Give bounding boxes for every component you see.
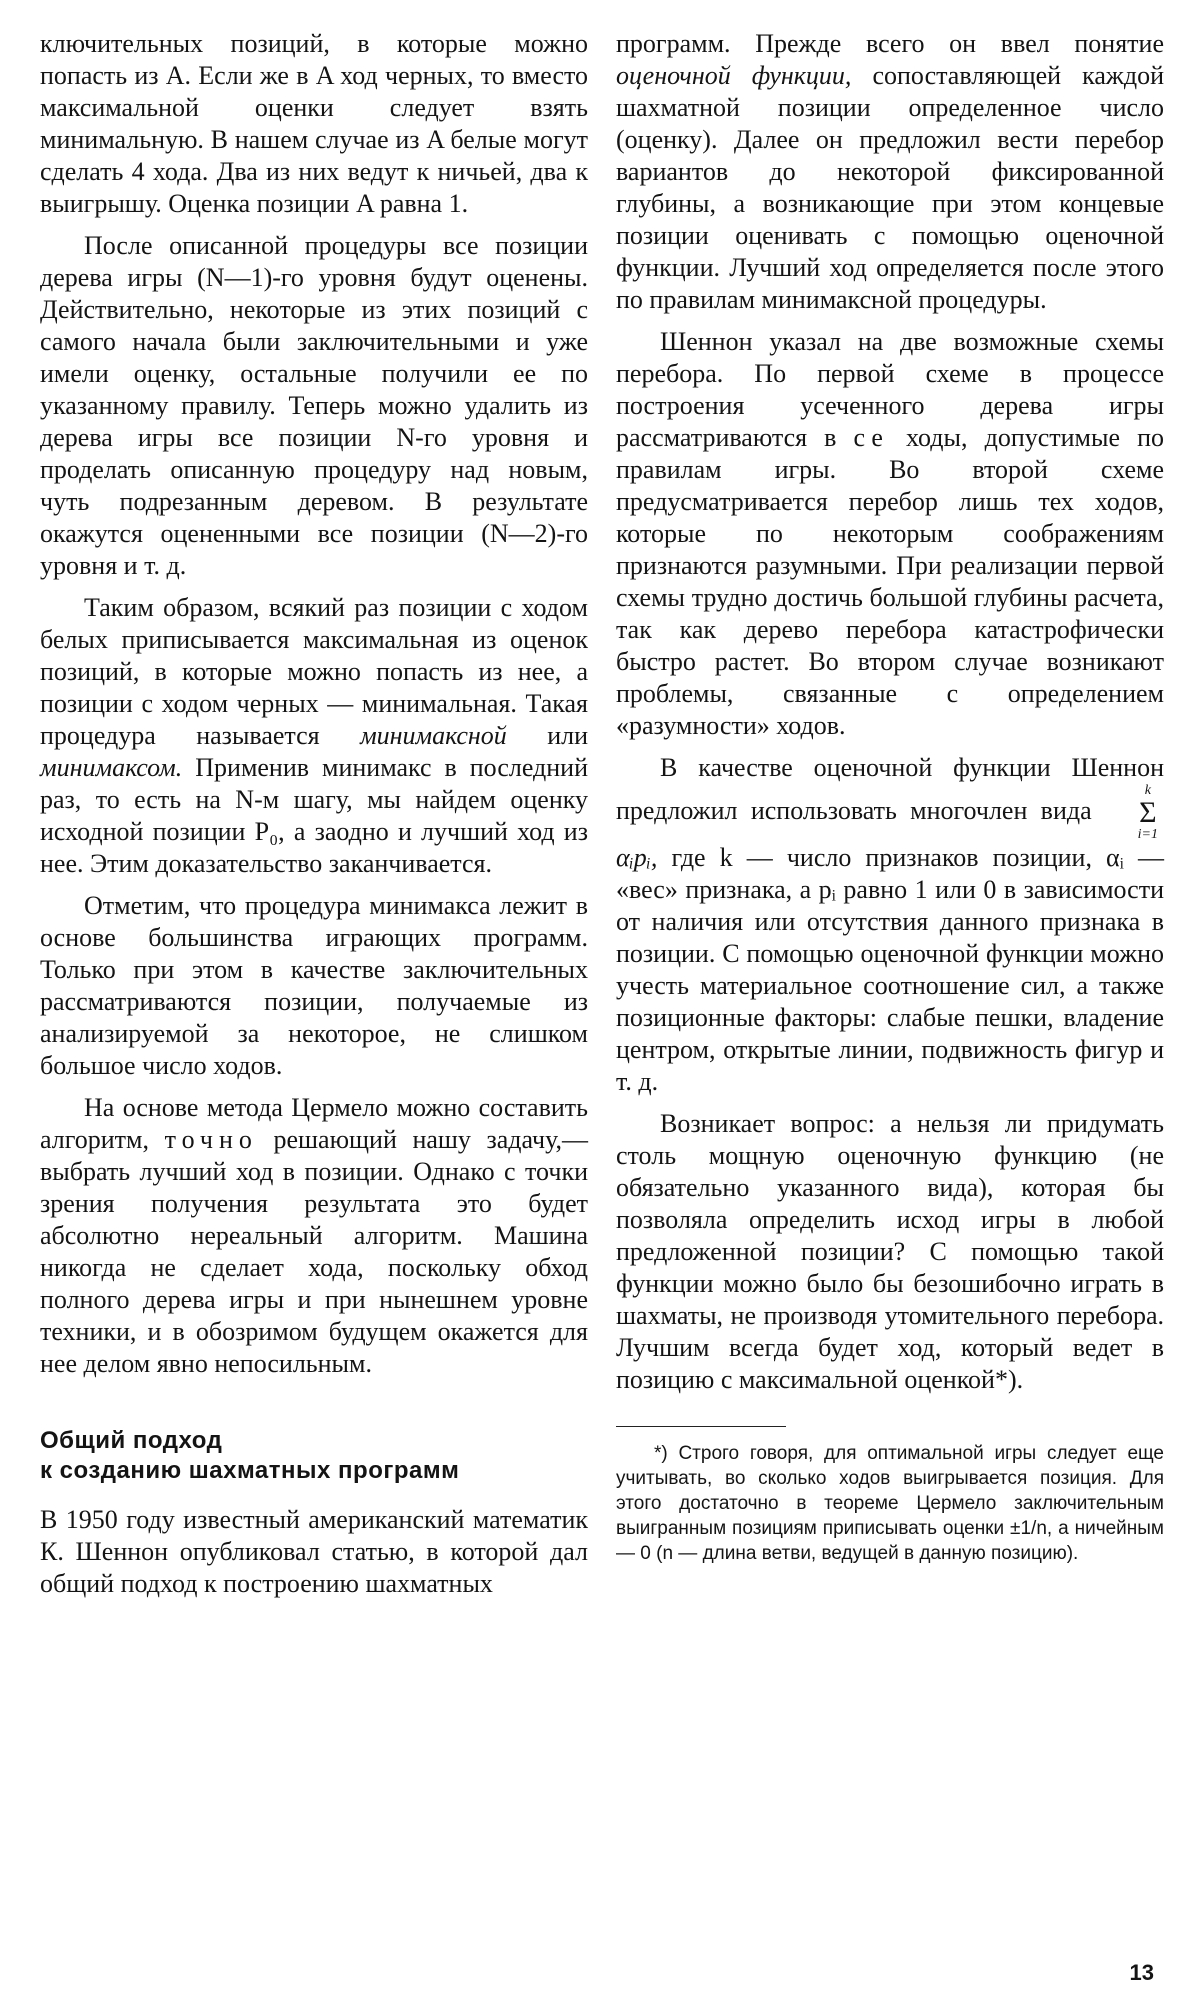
text-run: или	[547, 721, 589, 750]
page-number: 13	[1129, 1960, 1154, 1985]
footnote-divider	[616, 1426, 786, 1427]
paragraph: ключительных позиций, в которые можно попасть из A. Если же в A ход черных, то вместо максимальной оценки следует взять минимальную. В нашем случае из A белые могут сделать 4 хода. Два из них ведут к ничьей, два к выигрышу. Оценка позиции A равна 1.	[40, 29, 588, 218]
sigma-symbol: Σ	[1139, 796, 1157, 829]
heading-line: Общий подход	[40, 1427, 223, 1454]
paragraph: Возникает вопрос: а нельзя ли придумать столь мощную оценочную функцию (не обязательно указанного вида), которая бы позволяла определить исход игры в любой предложенной позиции? С помощью такой функции можно было бы безошибочно играть в шахматы, не производя утомительного перебора. Лучшим всегда будет ход, который ведет в позицию с максимальной оценкой*).	[616, 1109, 1164, 1394]
text-run: где k — число признаков позиции, αᵢ — «вес» признака, а pᵢ равно 1 или 0 в зависимости от наличия или отсутствия данного признака в позиции. С помощью оценочной функции можно учесть материальное соотношение сил, а также позиционные факторы: слабые пешки, владение центром, открытые линии, подвижность фигур и т. д.	[616, 843, 1164, 1096]
emphasis: минимаксной	[360, 721, 507, 750]
paragraph: После описанной процедуры все позиции дерева игры (N—1)-го уровня будут оценены. Действительно, некоторые из этих позиций с самого начала были заключительными и уже имели оценку, остальные получили ее по указанному правилу. Теперь можно удалить из дерева игры все позиции N-го уровня и проделать описанную процедуру над новым, чуть подрезанным деревом. В результате окажутся оцененными все позиции (N—2)-го уровня и т. д.	[40, 231, 588, 580]
section-heading	[40, 1426, 588, 1486]
text-run: На основе метода Цермело можно составить алгоритм,	[40, 1093, 588, 1154]
paragraph-evaluation-function	[616, 28, 1164, 316]
paragraph-polynomial	[616, 752, 1164, 1098]
text-run: решающий нашу задачу,— выбрать лучший ход в позиции. Однако с точки зрения получения результата это будет абсолютно нереальный алгоритм. Машина никогда не сделает хода, поскольку обход полного дерева игры и при нынешнем уровне техники, и в обозримом будущем окажется для нее делом явно непосильным.	[40, 1125, 589, 1378]
text-run: В качестве оценочной функции Шеннон предложил использовать многочлен вида	[616, 753, 1164, 825]
paragraph-minimax	[40, 592, 588, 880]
text-run: Применив минимакс в последний раз, то есть на N-м шагу, мы найдем оценку исходной позиции P₀, а заодно и лучший ход из нее. Этим доказательство заканчивается.	[40, 753, 589, 878]
text-run: сопоставляющей каждой шахматной позиции определенное число (оценку). Далее он предложил вести перебор вариантов до некоторой фиксированной глубины, а возникающие при этом концевые позиции оценивать с помощью оценочной функции. Лучший ход определяется после этого по правилам минимаксной процедуры.	[616, 61, 1165, 314]
sum-term: αᵢpᵢ,	[616, 843, 658, 872]
paragraph-algorithm	[40, 1092, 588, 1380]
text-run: Шеннон указал на две возможные схемы перебора. По первой схеме в процессе построения усеченного дерева игры рассматриваются в	[616, 327, 1164, 452]
left-column	[40, 28, 588, 1600]
text-run: программ. Прежде всего он ввел понятие	[616, 29, 1164, 58]
emphasis: минимаксом.	[40, 753, 183, 782]
footnote: *) Строго говоря, для оптимальной игры следует еще учитывать, во сколько ходов выигрывается позиция. Для этого достаточно в теореме Цермело заключительным выигранным позициям приписывать оценки ±1/n, а ничейным — 0 (n — длина ветви, ведущей в данную позицию).	[616, 1443, 1164, 1564]
emphasis: оценочной функции,	[616, 61, 852, 90]
right-column	[616, 28, 1164, 1566]
spaced-emphasis: точно	[164, 1125, 258, 1154]
heading-line: к созданию шахматных программ	[40, 1457, 460, 1484]
paragraph-search-schemes	[616, 326, 1164, 742]
spaced-emphasis: се	[853, 423, 889, 452]
sum-upper-limit: k	[1144, 783, 1151, 798]
text-run: ходы, допустимые по правилам игры. Во второй схеме предусматривается перебор лишь тех ходов, которые по некоторым соображениям признаются разумными. При реализации первой схемы трудно достичь большой глубины расчета, так как дерево перебора катастрофически быстро растет. Во втором случае возникают проблемы, связанные с определением «разумности» ходов.	[616, 423, 1165, 740]
text-run: Таким образом, всякий раз позиции с ходом белых приписывается максимальная из оценок позиций, в которые можно попасть из нее, а позиции с ходом черных — минимальная. Такая процедура называется	[40, 593, 588, 750]
sum-lower-limit: i=1	[1137, 827, 1158, 842]
paragraph: Отметим, что процедура минимакса лежит в основе большинства играющих программ. Только при этом в качестве заключительных рассматриваются позиции, получаемые из анализируемой за некоторое, не слишком большое число ходов.	[40, 891, 588, 1080]
book-page	[40, 28, 1164, 1988]
paragraph: В 1950 году известный американский математик К. Шеннон опубликовал статью, в которой дал общий подход к построению шахматных	[40, 1505, 588, 1598]
summation-formula	[1094, 784, 1158, 842]
